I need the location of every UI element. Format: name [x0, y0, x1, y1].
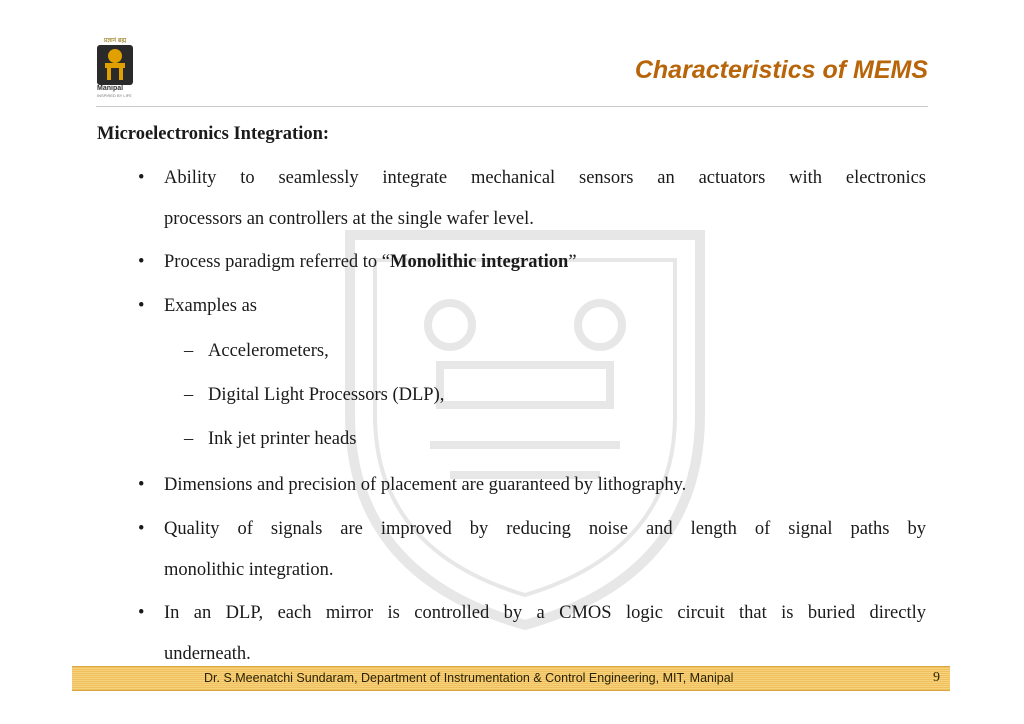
sub-list-item [184, 419, 356, 460]
manipal-logo [92, 36, 138, 98]
bullet-text-emphasis: Monolithic integration [390, 252, 569, 272]
bullet-text: Quality of signals are improved by reducing noise and length of signal paths by [164, 519, 926, 539]
section-heading: Microelectronics Integration: [97, 124, 330, 144]
logo-motto: प्रज्ञानं ब्रह्म [103, 37, 127, 44]
bullet-dot: • [138, 296, 145, 316]
bullet-text-suffix: ” [568, 252, 577, 272]
bullet-text: Examples as [164, 296, 257, 316]
sub-list-item [184, 375, 444, 416]
bullet-text-continued: monolithic integration. [164, 560, 334, 580]
sub-dash: – [184, 429, 194, 449]
sub-item-text: Accelerometers, [208, 341, 329, 361]
bullet-item [138, 158, 926, 240]
bullet-item [138, 593, 926, 675]
page-number: 9 [933, 670, 940, 685]
logo-tagline: INSPIRED BY LIFE [97, 93, 132, 98]
sub-dash: – [184, 341, 194, 361]
sub-dash: – [184, 385, 194, 405]
bullet-dot: • [138, 475, 145, 495]
bullet-text-prefix: Process paradigm referred to “ [164, 252, 391, 272]
footer-credit: Dr. S.Meenatchi Sundaram, Department of Instrumentation & Control Engineering, MIT, Manipal [204, 671, 734, 685]
logo-name: Manipal [97, 85, 124, 92]
bullet-item [138, 242, 926, 283]
slide-title: Characteristics of MEMS [634, 56, 928, 84]
bullet-item [138, 286, 926, 327]
sub-list-item [184, 331, 329, 372]
bullet-text: In an DLP, each mirror is controlled by a CMOS logic circuit that is buried directly [164, 603, 926, 623]
bullet-text [138, 242, 926, 283]
bullet-text: Ability to seamlessly integrate mechanical sensors an actuators with electronics [164, 168, 926, 188]
footer-band [72, 666, 950, 691]
bullet-dot: • [138, 519, 145, 539]
bullet-dot: • [138, 252, 145, 272]
sub-item-text: Digital Light Processors (DLP), [208, 385, 445, 405]
bullet-dot: • [138, 168, 145, 188]
bullet-item [138, 509, 926, 591]
bullet-dot: • [138, 603, 145, 623]
sub-item-text: Ink jet printer heads [208, 429, 357, 449]
bullet-text: Dimensions and precision of placement are guaranteed by lithography. [164, 475, 687, 495]
bullet-text-continued: processors an controllers at the single wafer level. [164, 209, 534, 229]
bullet-text-continued: underneath. [164, 644, 251, 664]
bullet-item [138, 465, 926, 506]
logo-emblem-icon [97, 45, 133, 85]
title-divider [96, 106, 928, 107]
